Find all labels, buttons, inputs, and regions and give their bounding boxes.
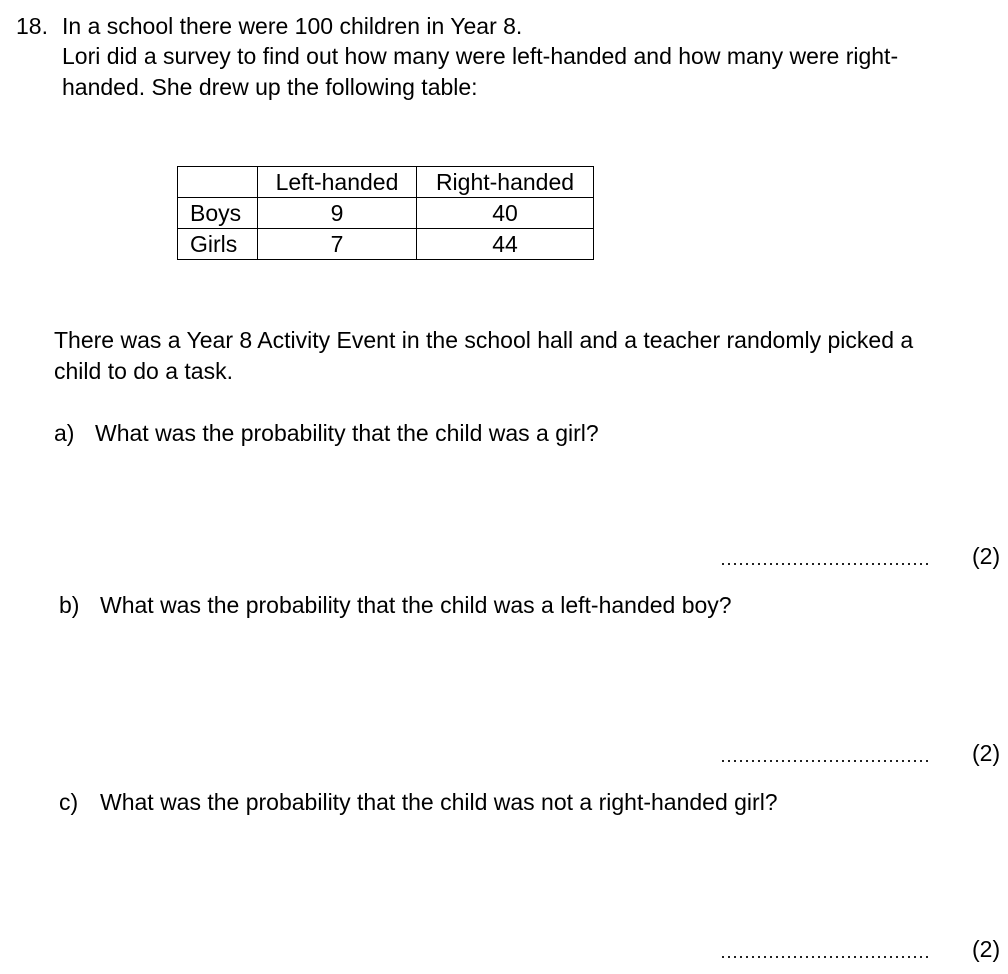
answer-line-a[interactable] bbox=[720, 563, 928, 565]
part-c-question: What was the probability that the child was not a right-handed girl? bbox=[100, 789, 778, 815]
header-right-handed: Right-handed bbox=[417, 167, 594, 198]
context-line-2: child to do a task. bbox=[54, 358, 233, 384]
question-number: 18. bbox=[16, 13, 48, 39]
part-a-marks: (2) bbox=[972, 543, 1001, 569]
cell-boys-left: 9 bbox=[258, 198, 417, 229]
row-label-boys: Boys bbox=[178, 198, 258, 229]
intro-line-2: Lori did a survey to find out how many were left-handed and how many were right- bbox=[62, 43, 899, 69]
part-b-question: What was the probability that the child was a left-handed boy? bbox=[100, 592, 732, 618]
part-c-marks: (2) bbox=[972, 936, 1001, 962]
intro-line-3: handed. She drew up the following table: bbox=[62, 74, 478, 100]
table-corner-cell bbox=[178, 167, 258, 198]
row-label-girls: Girls bbox=[178, 229, 258, 260]
header-left-handed: Left-handed bbox=[258, 167, 417, 198]
part-a-question: What was the probability that the child was a girl? bbox=[95, 420, 599, 446]
answer-line-c[interactable] bbox=[720, 956, 928, 958]
table-row bbox=[178, 229, 594, 260]
cell-girls-right: 44 bbox=[417, 229, 594, 260]
table-row bbox=[178, 198, 594, 229]
part-c-label: c) bbox=[59, 789, 79, 815]
answer-line-b[interactable] bbox=[720, 760, 928, 762]
intro-line-1: In a school there were 100 children in Year 8. bbox=[62, 13, 523, 39]
survey-table bbox=[177, 166, 594, 260]
cell-boys-right: 40 bbox=[417, 198, 594, 229]
table-header-row bbox=[178, 167, 594, 198]
cell-girls-left: 7 bbox=[258, 229, 417, 260]
part-a-label: a) bbox=[54, 420, 75, 446]
part-b-marks: (2) bbox=[972, 740, 1001, 766]
part-b-label: b) bbox=[59, 592, 80, 618]
context-line-1: There was a Year 8 Activity Event in the school hall and a teacher randomly picked a bbox=[54, 327, 914, 353]
